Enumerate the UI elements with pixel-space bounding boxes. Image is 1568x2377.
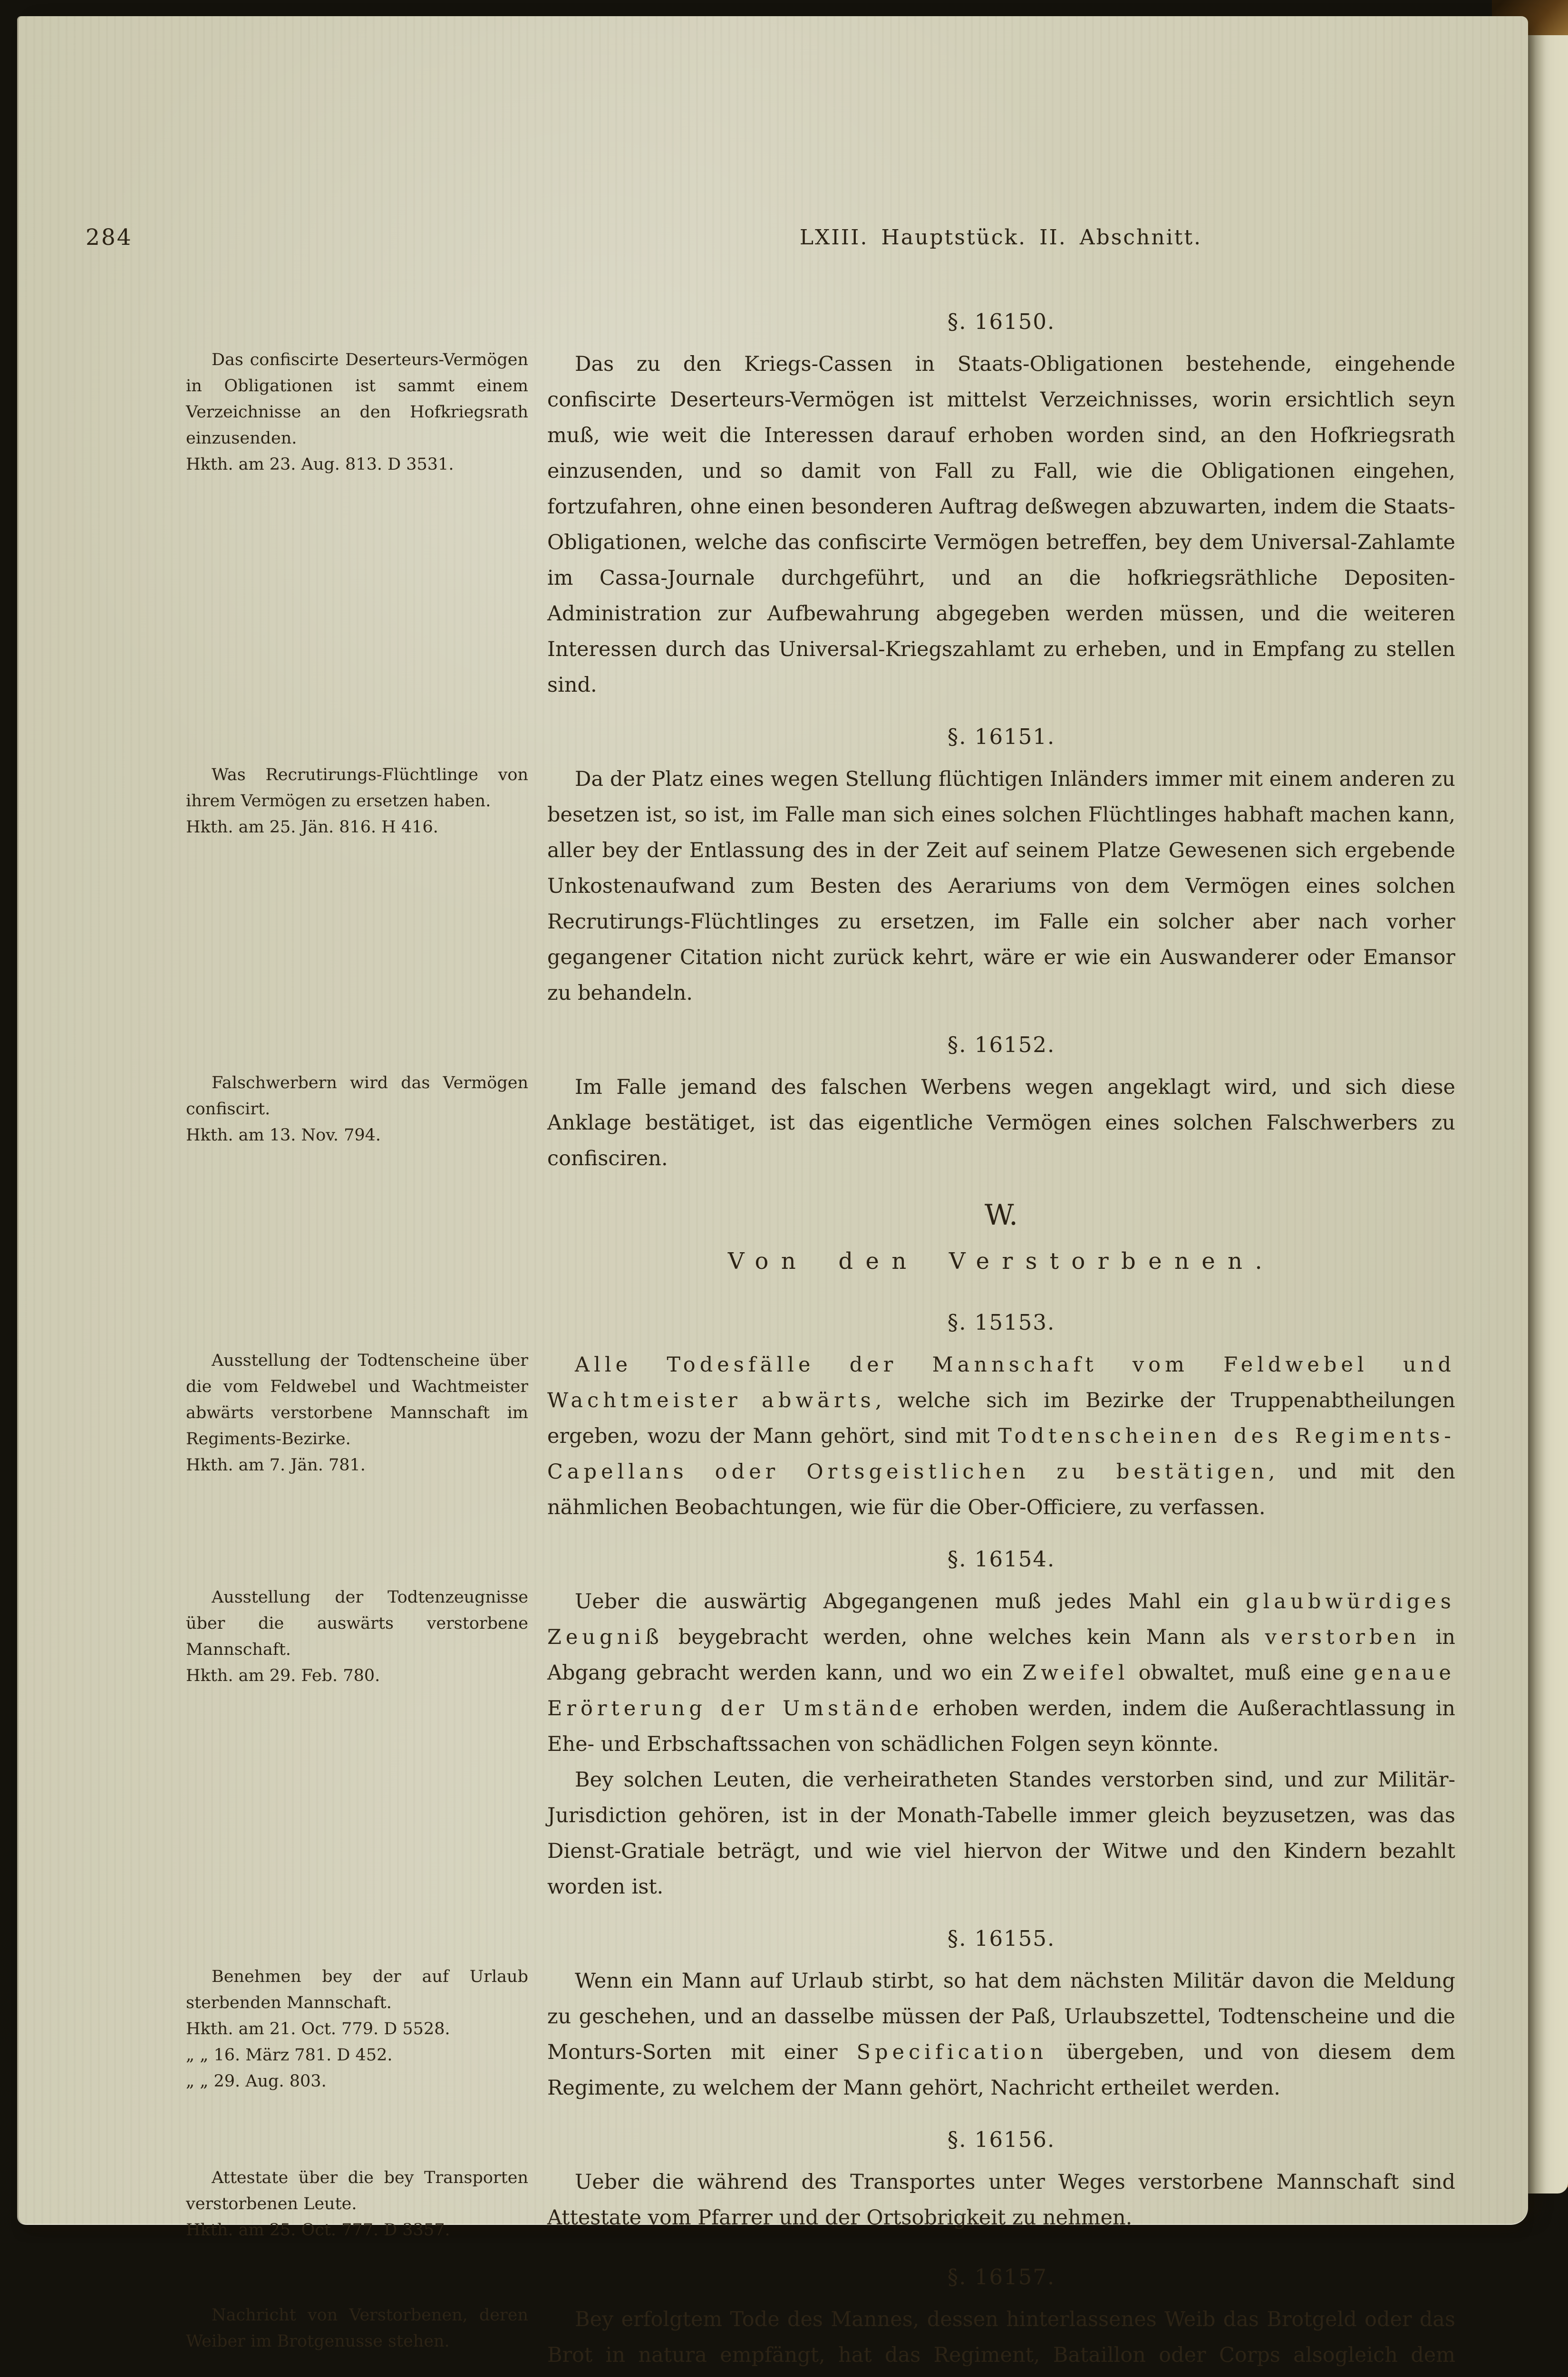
section-heading: §. 15153. <box>947 1310 1055 1335</box>
chapter-header: LXIII. Hauptstück. II. Abschnitt. <box>799 225 1202 250</box>
margin-note <box>186 1289 528 1526</box>
section-heading: §. 16151. <box>947 724 1055 749</box>
section-main <box>547 2243 1455 2377</box>
margin-note-ref: Hkth. am 29. Feb. 780. <box>186 1666 380 1685</box>
margin-note <box>186 2243 528 2377</box>
margin-note-text: Das confiscirte Deserteurs-Vermögen in Obligationen ist sammt einem Verzeichnisse an den Hofkriegsrath einzusenden. <box>186 350 528 448</box>
margin-note-ref: Hkth. am 21. Oct. 779. D 5528. <box>186 2019 450 2039</box>
section-heading: §. 16152. <box>947 1032 1055 1057</box>
section-row <box>186 2243 1455 2377</box>
margin-note-ref: „ „ 16. März 781. D 452. <box>186 2046 393 2065</box>
paragraph: Wenn ein Mann auf Urlaub stirbt, so hat dem nächsten Militär davon die Meldung zu geschehen, und an dasselbe müssen der Paß, Urlaubszettel, Todtenscheine und die Monturs-Sorten mit einer Specification übergeben, und von diesem dem Regimente, zu welchem der Mann gehört, Nachricht ertheilet werden. <box>547 1969 1455 2100</box>
section-divider-row <box>186 1177 1455 1289</box>
section-main <box>547 1289 1455 1526</box>
next-page-edge <box>1527 35 1568 2193</box>
section-main <box>547 1011 1455 1177</box>
margin-note <box>186 1905 528 2106</box>
section-heading: §. 16150. <box>947 309 1055 334</box>
section-main <box>547 2106 1455 2243</box>
margin-note-text: Benehmen bey der auf Urlaub sterbenden Mannschaft. <box>186 1967 528 2012</box>
margin-note <box>186 2106 528 2243</box>
section-row <box>186 1011 1455 1177</box>
page-number: 284 <box>86 224 133 251</box>
margin-note-empty <box>186 1177 528 1289</box>
section-row <box>186 703 1455 1011</box>
section-divider-title: Von den Verstorbenen. <box>727 1248 1275 1275</box>
section-divider <box>547 1177 1455 1289</box>
section-row <box>186 2106 1455 2243</box>
paragraph: Bey solchen Leuten, die verheiratheten Standes verstorben sind, und zur Militär-Jurisdiction gehören, ist in der Monath-Tabelle immer gleich beyzusetzen, was das Dienst-Gratiale beträgt, und wie viel hiervon der Witwe und den Kindern bezahlt worden ist. <box>547 1768 1455 1899</box>
section-main <box>547 1905 1455 2106</box>
margin-note <box>186 1526 528 1905</box>
section-heading: §. 16156. <box>947 2127 1055 2152</box>
paragraph: Das zu den Kriegs-Cassen in Staats-Obligationen bestehende, eingehende confiscirte Deserteurs-Vermögen ist mittelst Verzeichnisses, worin ersichtlich seyn muß, wie weit die Interessen darauf erhoben worden sind, an den Hofkriegsrath einzusenden, und so damit von Fall zu Fall, wie die Obligationen eingehen, fortzufahren, ohne einen besonderen Auftrag deßwegen abzuwarten, indem die Staats-Obligationen, welche das confiscirte Vermögen betreffen, bey dem Universal-Zahlamte im Cassa-Journale durchgeführt, und an die hofkriegsräthliche Depositen-Administration zur Aufbewahrung abgegeben werden müssen, und die weiteren Interessen durch das Universal-Kriegszahlamt zu erheben, und in Empfang zu stellen sind. <box>547 352 1455 697</box>
margin-note-ref: „ „ 29. Aug. 803. <box>186 2072 327 2091</box>
page-header-row <box>17 16 1528 288</box>
section-main <box>547 288 1455 703</box>
paragraph: Bey erfolgtem Tode des Mannes, dessen hinterlassenes Weib das Brotgeld oder das Brot in natura empfängt, hat das Regiment, Bataillon oder Corps alsogleich dem <box>547 2308 1455 2367</box>
margin-note-ref: Hkth. am 23. Aug. 813. D 3531. <box>186 455 454 474</box>
margin-note-text: Ausstellung der Todtenzeugnisse über die auswärts verstorbene Mannschaft. <box>186 1588 528 1659</box>
section-main <box>547 1526 1455 1905</box>
paragraph: Ueber die auswärtig Abgegangenen muß jedes Mahl ein glaubwürdiges Zeugniß beygebracht werden, ohne welches kein Mann als verstorben in Abgang gebracht werden kann, und wo ein Zweifel obwaltet, muß eine genaue Erörterung der Umstände erhoben werden, indem die Außerachtlassung in Ehe- und Erbschaftssachen von schädlichen Folgen seyn könnte. <box>547 1590 1455 1756</box>
section-row <box>186 1905 1455 2106</box>
book-page <box>17 16 1528 2367</box>
page-content <box>186 288 1455 2377</box>
section-row <box>186 1289 1455 1526</box>
section-main <box>547 703 1455 1011</box>
section-row <box>186 288 1455 703</box>
section-row <box>186 1526 1455 1905</box>
margin-note-ref: Hkth. am 13. Nov. 794. <box>186 1126 381 1145</box>
margin-note-ref: Hkth. am 7. Jän. 781. <box>186 1456 366 1475</box>
section-divider-letter: W. <box>984 1198 1018 1232</box>
paragraph: Ueber die während des Transportes unter Weges verstorbene Mannschaft sind Attestate vom Pfarrer und der Ortsobrigkeit zu nehmen. <box>547 2170 1455 2230</box>
margin-note-text: Nachricht von Verstorbenen, deren Weiber im Brotgenusse stehen. <box>186 2306 528 2351</box>
margin-note-text: Ausstellung der Todtenscheine über die vom Feldwebel und Wachtmeister abwärts verstorbene Mannschaft im Regiments-Bezirke. <box>186 1351 528 1449</box>
margin-note-ref: Hkth. am 25. Oct. 777. D 3357. <box>186 2221 450 2240</box>
section-heading: §. 16154. <box>947 1546 1055 1572</box>
paragraph: Da der Platz eines wegen Stellung flüchtigen Inländers immer mit einem anderen zu besetzen ist, so ist, im Falle man sich eines solchen Flüchtlinges habhaft machen kann, aller bey der Entlassung des in der Zeit auf seinem Platze Gewesenen sich ergebende Unkostenaufwand zum Besten des Aerariums von dem Vermögen eines solchen Recrutirungs-Flüchtlinges zu ersetzen, im Falle ein solcher aber nach vorher gegangener Citation nicht zurück kehrt, wäre er wie ein Auswanderer oder Emansor zu behandeln. <box>547 767 1455 1005</box>
margin-note-text: Attestate über die bey Transporten verstorbenen Leute. <box>186 2168 528 2213</box>
margin-note-text: Was Recrutirungs-Flüchtlinge von ihrem Vermögen zu ersetzen haben. <box>186 765 528 811</box>
paragraph: Alle Todesfälle der Mannschaft vom Feldwebel und Wachtmeister abwärts, welche sich im Bezirke der Truppenabtheilungen ergeben, wozu der Mann gehört, sind mit Todtenscheinen des Regiments-Capellans oder Ortsgeistlichen zu bestätigen, und mit den nähmlichen Beobachtungen, wie für die Ober-Officiere, zu verfassen. <box>547 1353 1456 1519</box>
margin-note-text: Falschwerbern wird das Vermögen confiscirt. <box>186 1073 528 1119</box>
margin-note-ref: Hkth. am 25. Jän. 816. H 416. <box>186 818 438 837</box>
margin-note <box>186 1011 528 1177</box>
section-heading: §. 16155. <box>947 1926 1055 1951</box>
paragraph: Im Falle jemand des falschen Werbens wegen angeklagt wird, und sich diese Anklage bestätiget, ist das eigentliche Vermögen eines solchen Falschwerbers zu confisciren. <box>547 1075 1455 1170</box>
margin-note <box>186 288 528 703</box>
margin-note <box>186 703 528 1011</box>
section-heading: §. 16157. <box>947 2264 1055 2290</box>
